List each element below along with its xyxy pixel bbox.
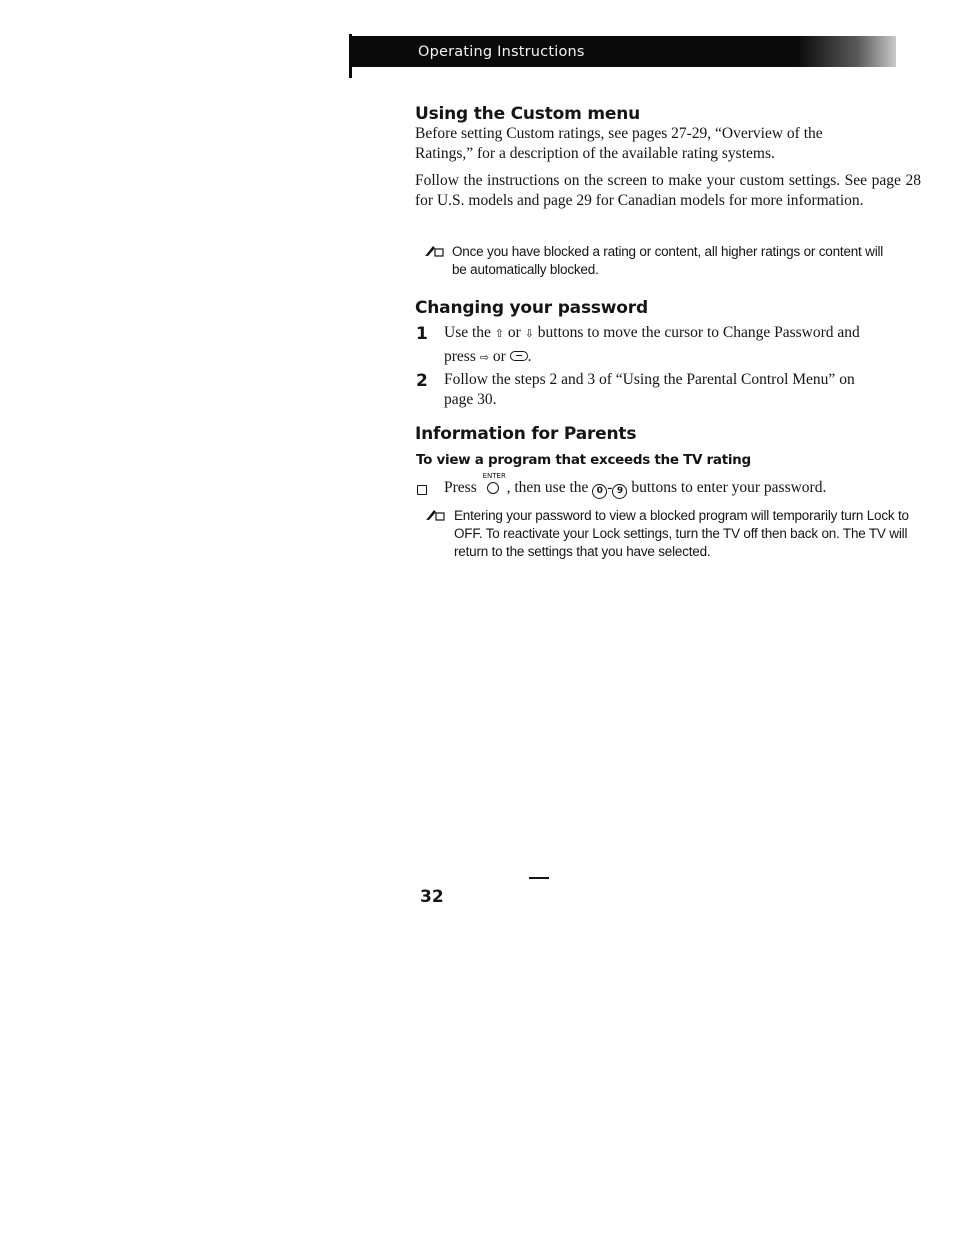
heading-changing-password: Changing your password [415, 298, 648, 318]
pencil-note-icon-2 [425, 507, 445, 526]
note-blocked-rating [452, 243, 922, 279]
digit-dash: - [607, 479, 613, 496]
step-1-line1 [444, 323, 922, 344]
checkbox-icon [417, 482, 427, 500]
enter-button-icon [481, 472, 507, 498]
note-blocked-rating-line2: be automatically blocked. [452, 262, 599, 277]
pencil-note-icon [424, 243, 444, 262]
step-2-line2: page 30. [444, 391, 497, 408]
down-arrow-icon: ⇩ [524, 327, 534, 340]
custom-menu-para1 [415, 124, 921, 164]
enter-password-text: buttons to enter your password. [631, 479, 827, 496]
digit-0-icon: 0 [592, 484, 607, 499]
right-arrow-icon: ⇨ [479, 351, 489, 364]
heading-information-parents: Information for Parents [415, 424, 637, 444]
subheading-view-program: To view a program that exceeds the TV rating [416, 452, 751, 468]
note-entering-password: Entering your password to view a blocked program will temporarily turn Lock to OFF. To reactivate your Lock settings, turn the TV off then back on. The TV will return to the settings that you have selected. [454, 508, 909, 559]
digit-9-icon: 9 [612, 484, 627, 499]
step-2-line1: Follow the steps 2 and 3 of “Using the Parental Control Menu” on [444, 371, 855, 388]
digit-buttons [592, 479, 631, 496]
step-1-or2: or [492, 348, 506, 365]
step-2-text [444, 370, 922, 410]
heading-custom-menu: Using the Custom menu [415, 104, 641, 124]
step-1-period: . [527, 348, 532, 365]
step-1-line2 [444, 347, 922, 368]
then-use-the-text: , then use the [506, 479, 589, 496]
enter-label: ENTER [482, 472, 506, 480]
footer-mark [529, 877, 549, 879]
custom-menu-para2: Follow the instructions on the screen to make your custom settings. See page 28 for U.S. models and page 29 for Canadian models for more information. [415, 172, 921, 209]
step-1-use-the: Use the [444, 324, 491, 341]
custom-menu-para1-line2: Ratings,” for a description of the available rating systems. [415, 145, 775, 162]
press-text: Press [444, 479, 477, 496]
select-button-icon [510, 351, 528, 361]
step-1-press: press [444, 348, 476, 365]
custom-menu-para1-line1: Before setting Custom ratings, see pages 27-29, “Overview of the [415, 125, 823, 142]
step-1-or: or [507, 324, 521, 341]
page-number: 32 [420, 887, 444, 907]
parents-press-line [444, 472, 922, 500]
step-1-number: 1 [416, 324, 428, 344]
note-blocked-rating-line1: Once you have blocked a rating or content, all higher ratings or content will [452, 244, 884, 259]
step-1-text [444, 323, 922, 368]
header-title: Operating Instructions [418, 44, 585, 60]
up-arrow-icon: ⇧ [494, 327, 505, 340]
step-1-buttons-text: buttons to move the cursor to Change Password and [537, 324, 860, 341]
step-2-number: 2 [416, 371, 428, 391]
